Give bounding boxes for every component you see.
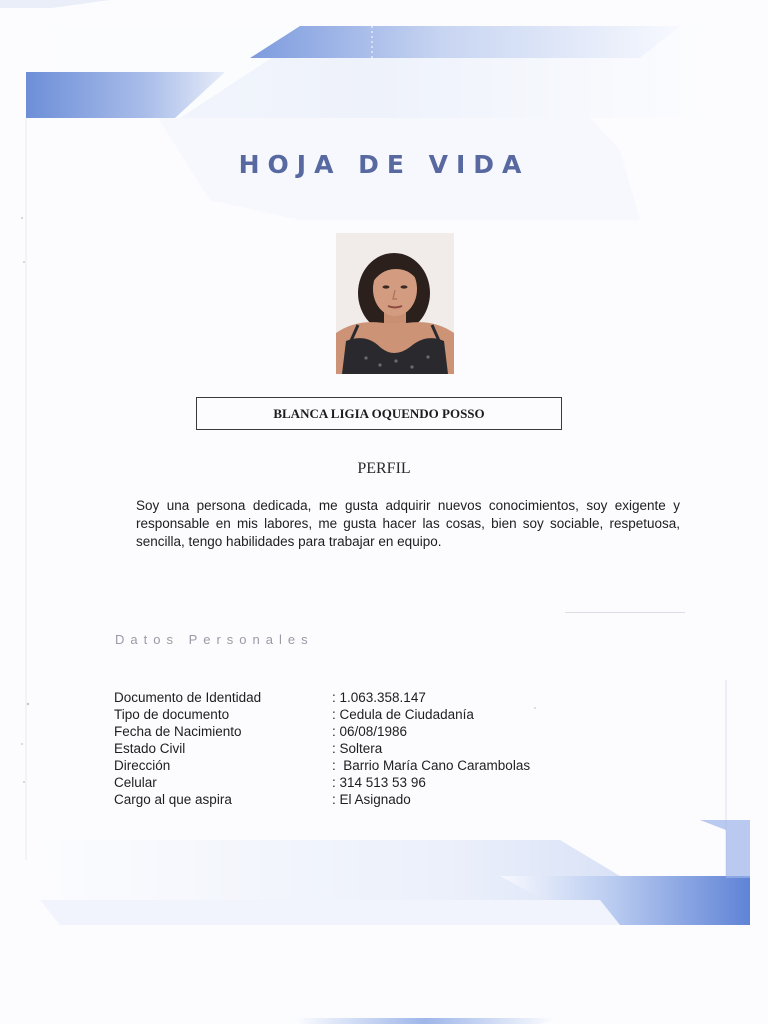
field-value: : 314 513 53 96 [332,775,426,790]
field-label: Fecha de Nacimiento [114,724,242,739]
personal-data-row [114,689,530,706]
personal-data-heading: Datos Personales [115,632,314,647]
field-value: : Cedula de Ciudadanía [332,707,474,722]
field-value: : El Asignado [332,792,411,807]
field-value: : Soltera [332,741,383,756]
full-name-box [196,397,562,430]
personal-data-row [114,791,530,808]
cv-title: HOJA DE VIDA [238,150,530,179]
personal-data-row [114,740,530,757]
personal-data-table [114,689,530,808]
field-label: Dirección [114,758,171,773]
full-name: BLANCA LIGIA OQUENDO POSSO [273,405,485,421]
divider [565,612,685,613]
personal-data-row [114,757,530,774]
personal-data-row [114,723,530,740]
field-value: : 06/08/1986 [332,724,408,739]
portrait-image [336,233,454,374]
field-label: Celular [114,775,157,790]
field-label: Documento de Identidad [114,690,262,705]
field-value: : 1.063.358.147 [332,690,426,705]
personal-data-row [114,706,530,723]
personal-data-row [114,774,530,791]
field-label: Cargo al que aspira [114,792,232,807]
profile-summary: Soy una persona dedicada, me gusta adquirir nuevos conocimientos, soy exigente y responsable en mis labores, me gusta hacer las cosas, bien soy sociable, respetuosa, sencilla, tengo habilidades para trabajar en equipo. [136,498,680,549]
field-label: Tipo de documento [114,707,230,722]
field-label: Estado Civil [114,741,186,756]
field-value: : Barrio María Cano Carambolas [332,758,531,773]
profile-photo [336,233,454,374]
profile-heading: PERFIL [357,460,411,477]
